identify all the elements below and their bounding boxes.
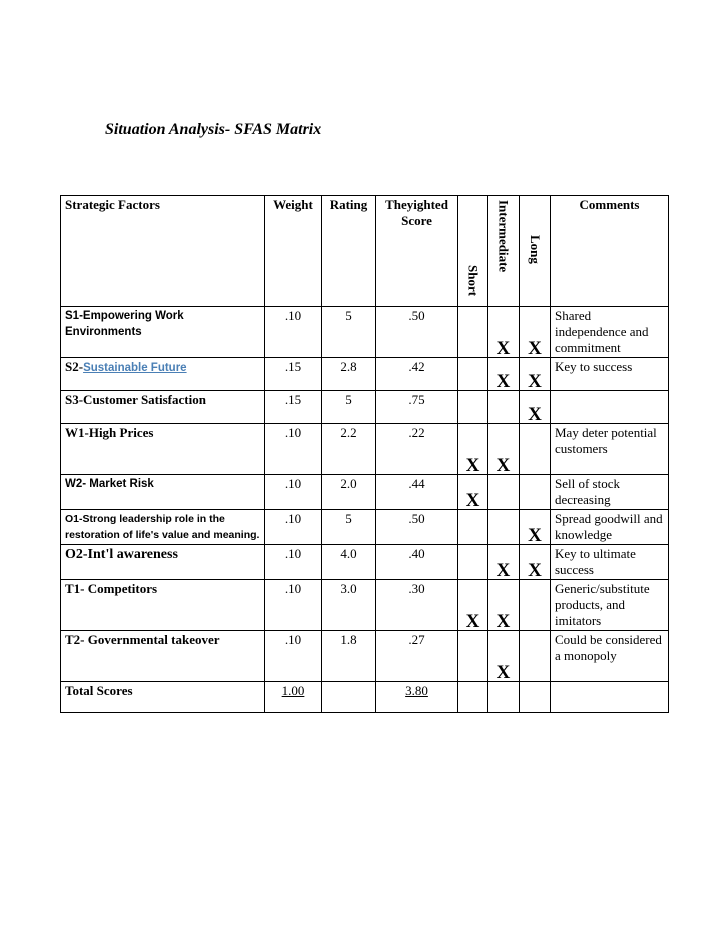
- intermediate-mark: X: [488, 580, 520, 631]
- factor-cell: O1-Strong leadership role in the restoration of life's value and meaning.: [61, 510, 265, 545]
- comment-cell: Shared independence and commitment: [551, 307, 669, 358]
- table-row: [61, 545, 669, 580]
- total-label: Total Scores: [65, 683, 133, 698]
- rating-cell: 5: [322, 307, 376, 358]
- weight-cell: .10: [265, 475, 322, 510]
- intermediate-mark: X: [488, 631, 520, 682]
- header-weighted-score: [376, 196, 458, 307]
- table-row: [61, 424, 669, 475]
- intermediate-mark: [488, 391, 520, 424]
- rating-cell: 2.8: [322, 358, 376, 391]
- table-row: [61, 510, 669, 545]
- header-short-label: Short: [465, 264, 481, 296]
- long-mark: [520, 424, 551, 475]
- weight-cell: .10: [265, 545, 322, 580]
- score-cell: .30: [376, 580, 458, 631]
- score-cell: .44: [376, 475, 458, 510]
- factor-cell: S1-Empowering Work Environments: [61, 307, 265, 358]
- rating-cell: 1.8: [322, 631, 376, 682]
- table-row: [61, 475, 669, 510]
- factor-label: W1-High Prices: [65, 425, 154, 440]
- comment-cell: Sell of stock decreasing: [551, 475, 669, 510]
- total-score-cell: [376, 682, 458, 713]
- rating-cell: 2.0: [322, 475, 376, 510]
- total-short-cell: [458, 682, 488, 713]
- header-comments: Comments: [551, 196, 669, 307]
- table-row: [61, 391, 669, 424]
- comment-cell: Key to ultimate success: [551, 545, 669, 580]
- short-mark: X: [458, 424, 488, 475]
- header-score-line2: Score: [401, 213, 432, 228]
- long-mark: X: [520, 545, 551, 580]
- long-mark: X: [520, 307, 551, 358]
- header-long-label: Long: [528, 234, 543, 264]
- long-mark: [520, 580, 551, 631]
- factor-cell: [61, 424, 265, 475]
- factor-cell: W2- Market Risk: [61, 475, 265, 510]
- intermediate-mark: [488, 475, 520, 510]
- short-mark: [458, 510, 488, 545]
- rating-cell: 3.0: [322, 580, 376, 631]
- intermediate-mark: X: [488, 307, 520, 358]
- factor-label: T1- Competitors: [65, 581, 158, 596]
- total-weight-cell: [265, 682, 322, 713]
- long-mark: X: [520, 358, 551, 391]
- score-cell: .22: [376, 424, 458, 475]
- header-long: [520, 196, 551, 307]
- header-strategic-factors: Strategic Factors: [61, 196, 265, 307]
- short-mark: [458, 631, 488, 682]
- long-mark: [520, 475, 551, 510]
- score-cell: .42: [376, 358, 458, 391]
- weight-cell: .10: [265, 580, 322, 631]
- table-row: [61, 580, 669, 631]
- total-intermediate-cell: [488, 682, 520, 713]
- rating-cell: 5: [322, 391, 376, 424]
- sfas-matrix-table: [60, 195, 669, 713]
- rating-cell: 4.0: [322, 545, 376, 580]
- score-cell: .50: [376, 307, 458, 358]
- total-row: [61, 682, 669, 713]
- weight-cell: .10: [265, 631, 322, 682]
- intermediate-mark: X: [488, 358, 520, 391]
- header-score-line1: Theyighted: [385, 197, 448, 212]
- short-mark: [458, 545, 488, 580]
- total-comment-cell: [551, 682, 669, 713]
- factor-prefix: S2-: [65, 359, 84, 374]
- total-score: 3.80: [405, 683, 428, 698]
- factor-label: S3-Customer Satisfaction: [65, 392, 206, 407]
- header-weight: Weight: [265, 196, 322, 307]
- score-cell: .27: [376, 631, 458, 682]
- comment-cell: Could be considered a monopoly: [551, 631, 669, 682]
- factor-cell: [61, 391, 265, 424]
- header-rating: Rating: [322, 196, 376, 307]
- short-mark: X: [458, 580, 488, 631]
- table-row: [61, 631, 669, 682]
- intermediate-mark: X: [488, 545, 520, 580]
- long-mark: [520, 631, 551, 682]
- short-mark: X: [458, 475, 488, 510]
- weight-cell: .15: [265, 358, 322, 391]
- short-mark: [458, 358, 488, 391]
- table-row: [61, 358, 669, 391]
- table-row: [61, 307, 669, 358]
- rating-cell: 5: [322, 510, 376, 545]
- intermediate-mark: [488, 510, 520, 545]
- short-mark: [458, 391, 488, 424]
- score-cell: .75: [376, 391, 458, 424]
- factor-cell: [61, 358, 265, 391]
- total-long-cell: [520, 682, 551, 713]
- rating-cell: 2.2: [322, 424, 376, 475]
- total-label-cell: [61, 682, 265, 713]
- comment-cell: [551, 391, 669, 424]
- comment-cell: Generic/substitute products, and imitators: [551, 580, 669, 631]
- factor-cell: [61, 580, 265, 631]
- score-cell: .50: [376, 510, 458, 545]
- weight-cell: .10: [265, 307, 322, 358]
- factor-label: O2-Int'l awareness: [65, 547, 178, 562]
- sustainable-future-link[interactable]: Sustainable Future: [83, 362, 187, 374]
- score-cell: .40: [376, 545, 458, 580]
- header-row: [61, 196, 669, 307]
- total-weight: 1.00: [281, 683, 305, 698]
- factor-cell: [61, 545, 265, 580]
- weight-cell: .15: [265, 391, 322, 424]
- factor-label: T2- Governmental takeover: [65, 632, 220, 647]
- header-intermediate-label: Intermediate: [496, 200, 512, 273]
- factor-cell: [61, 631, 265, 682]
- header-intermediate: [488, 196, 520, 307]
- intermediate-mark: X: [488, 424, 520, 475]
- long-mark: X: [520, 391, 551, 424]
- short-mark: [458, 307, 488, 358]
- comment-cell: May deter potential customers: [551, 424, 669, 475]
- comment-cell: Spread goodwill and knowledge: [551, 510, 669, 545]
- weight-cell: .10: [265, 424, 322, 475]
- total-rating-cell: [322, 682, 376, 713]
- page-title: Situation Analysis- SFAS Matrix: [105, 121, 322, 138]
- long-mark: X: [520, 510, 551, 545]
- header-short: [458, 196, 488, 307]
- comment-cell: Key to success: [551, 358, 669, 391]
- weight-cell: .10: [265, 510, 322, 545]
